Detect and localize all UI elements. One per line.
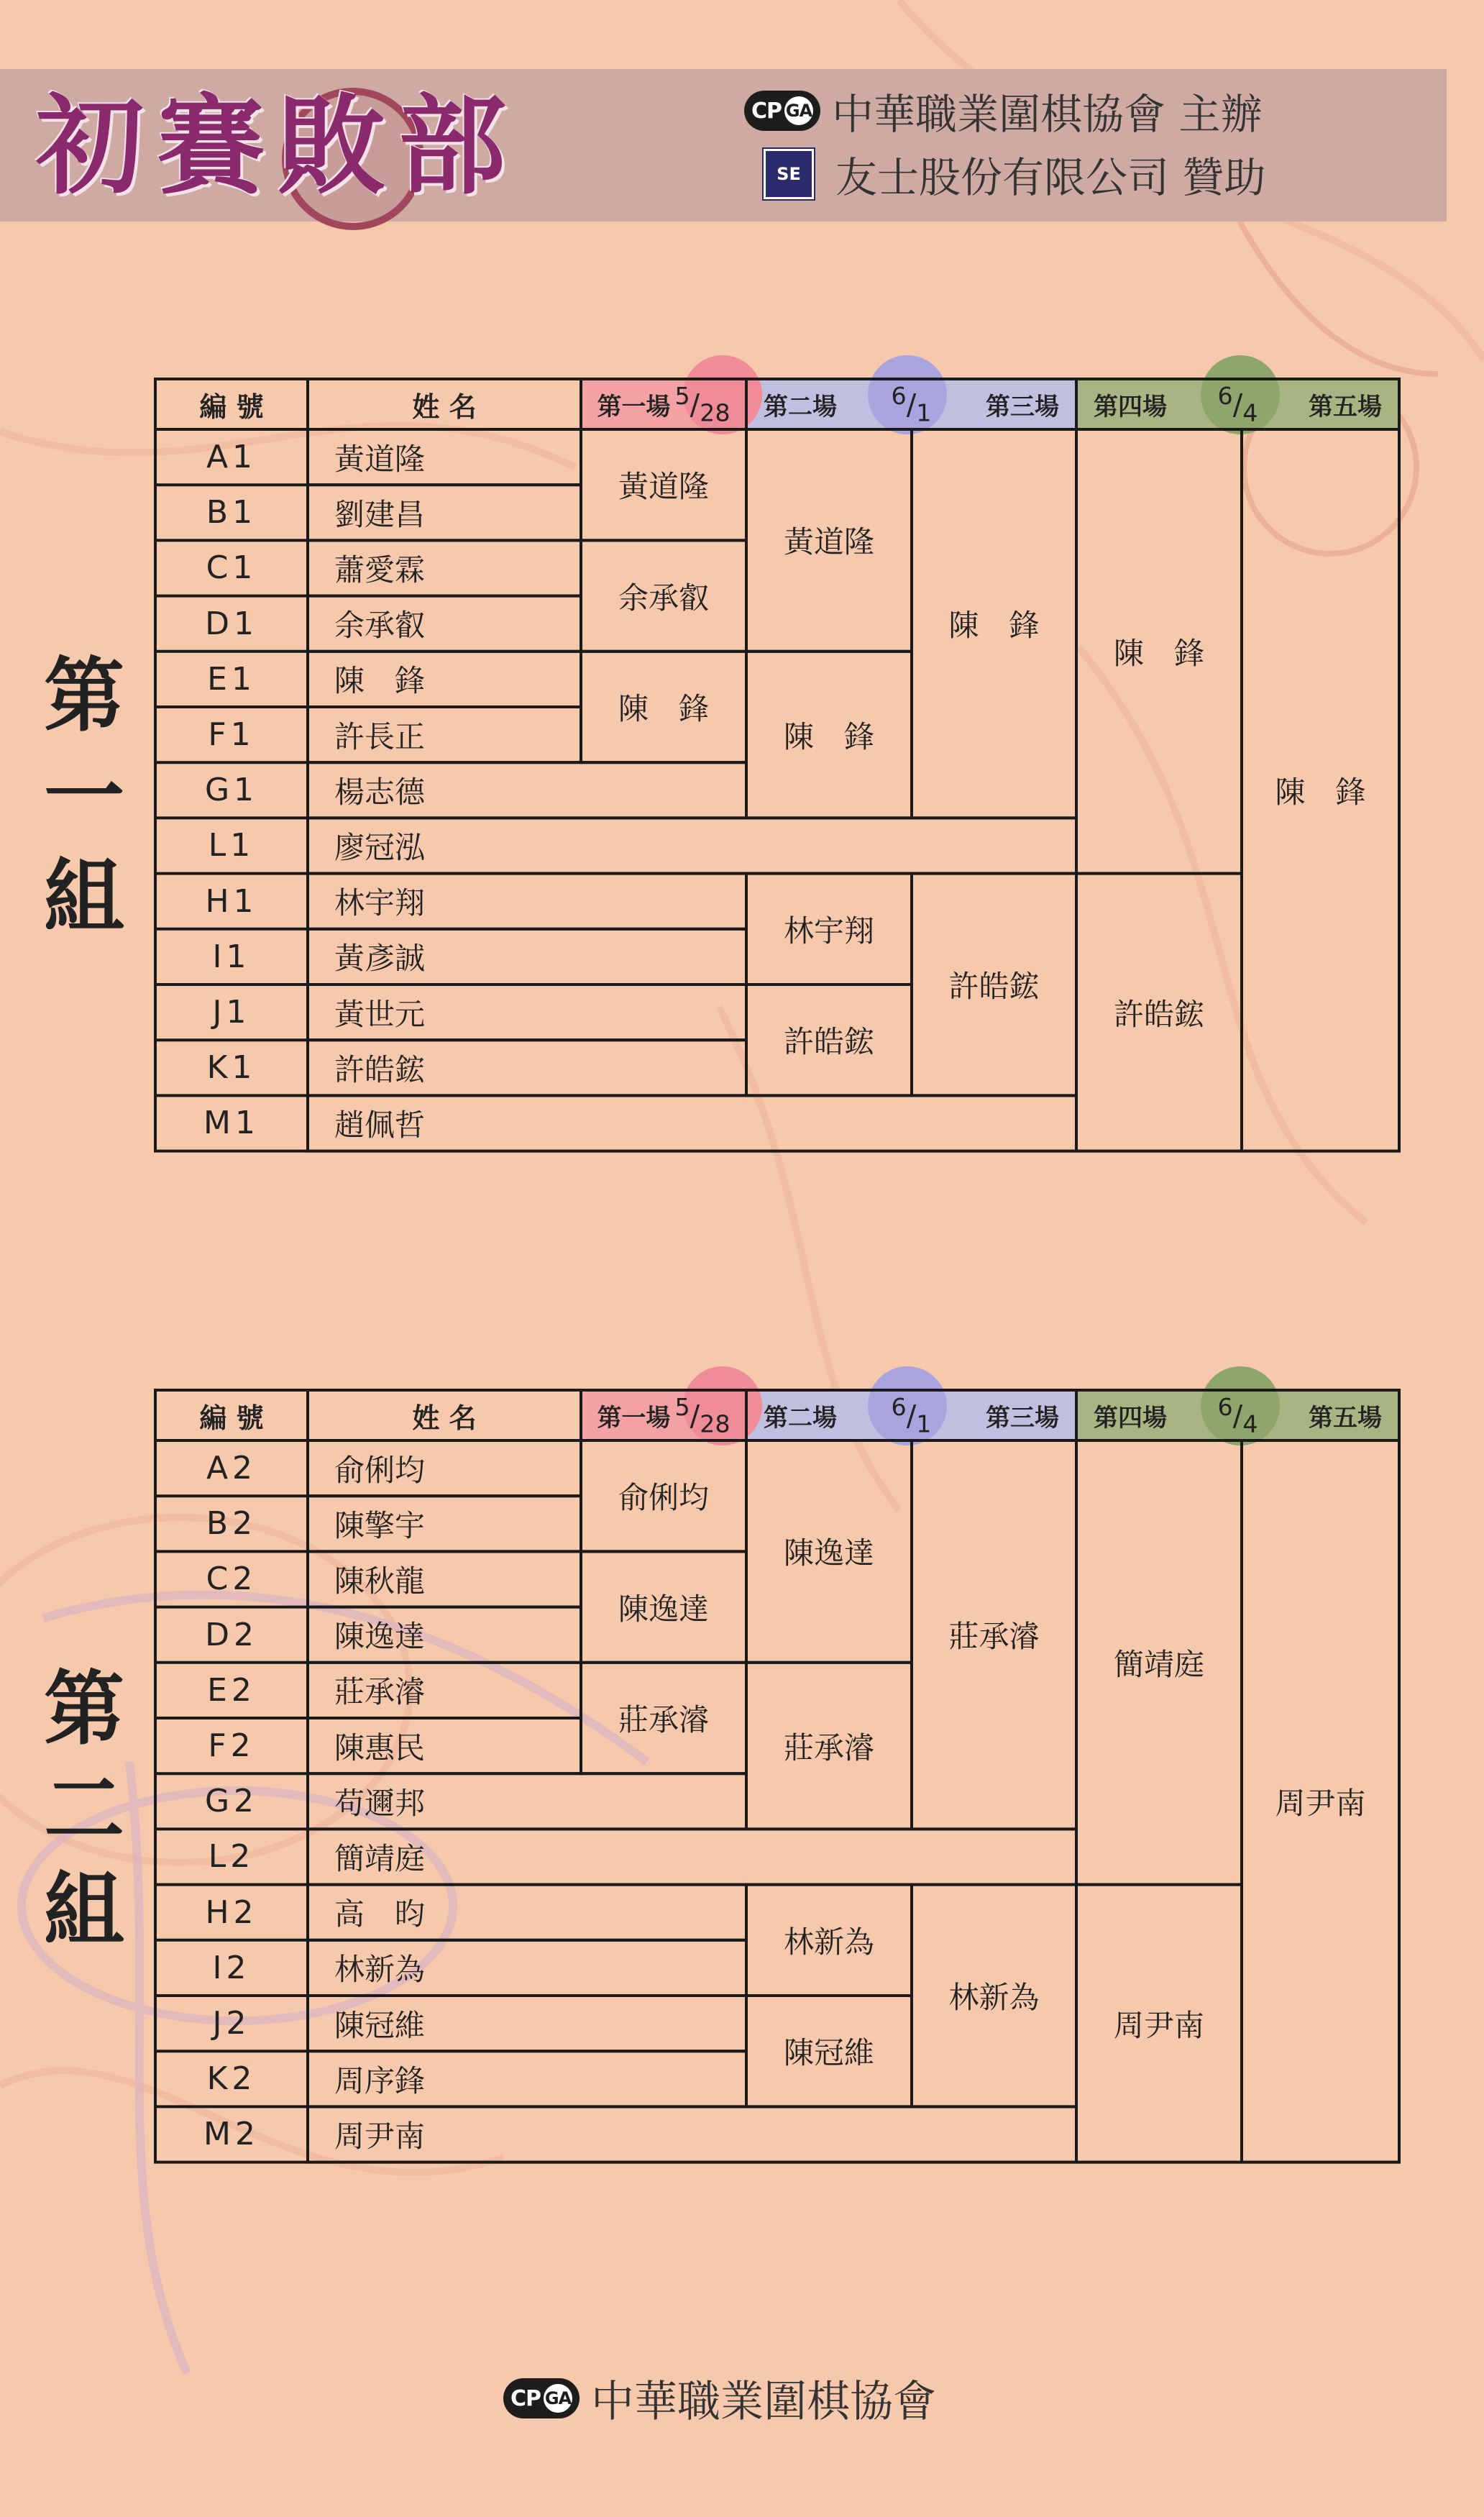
footer-cpga-logo: CP GA bbox=[503, 2378, 580, 2418]
date1-den: 28 bbox=[700, 1410, 730, 1438]
entry-name: 苟邇邦 bbox=[334, 1785, 425, 1821]
group-label-2: 第 二 組 bbox=[44, 1663, 124, 1958]
round3-winner: 莊承濬 bbox=[948, 1619, 1040, 1655]
sponsor-line bbox=[764, 144, 1265, 204]
entry-id: F2 bbox=[208, 1727, 255, 1765]
entry-name: 陳逸達 bbox=[334, 1619, 425, 1655]
header-round45 bbox=[1076, 379, 1399, 429]
round4-winner: 簡靖庭 bbox=[1113, 1646, 1204, 1682]
footer bbox=[503, 2367, 936, 2429]
date3-fraction: $^6/_4$ bbox=[1217, 381, 1258, 427]
entry-id: I2 bbox=[212, 1949, 251, 1986]
header-round45 bbox=[1076, 1390, 1399, 1440]
entry-name: 許皓鋐 bbox=[334, 1051, 425, 1087]
round4-label: 第四場 bbox=[1094, 1403, 1167, 1433]
entry-id: C2 bbox=[206, 1561, 257, 1598]
entry-name: 陳擎宇 bbox=[334, 1507, 425, 1543]
round3-label: 第三場 bbox=[985, 1403, 1059, 1433]
entry-name: 陳惠民 bbox=[334, 1730, 425, 1765]
entry-id: E2 bbox=[207, 1671, 256, 1709]
entry-name: 許長正 bbox=[334, 718, 425, 754]
round2-label: 第二場 bbox=[764, 392, 837, 421]
date2-num: 6 bbox=[891, 381, 907, 410]
entry-id: H2 bbox=[205, 1894, 258, 1931]
round1-label: 第一場 bbox=[597, 392, 671, 421]
round2-winner: 莊承濬 bbox=[783, 1730, 874, 1765]
entry-id: L2 bbox=[208, 1838, 255, 1876]
round2-winner: 陳冠維 bbox=[783, 2035, 874, 2071]
round2-label: 第二場 bbox=[764, 1403, 837, 1433]
round2-winner: 黃道隆 bbox=[783, 524, 874, 560]
entry-name: 黃道隆 bbox=[334, 441, 425, 477]
round2-winner: 許皓鋐 bbox=[783, 1024, 874, 1060]
header-name: 姓 名 bbox=[412, 1402, 477, 1434]
date2-den: 1 bbox=[916, 398, 932, 427]
round3-winner: 許皓鋐 bbox=[948, 968, 1040, 1004]
round5-label: 第五場 bbox=[1308, 392, 1382, 421]
round1-winner: 陳 鋒 bbox=[618, 690, 709, 726]
entry-id: G1 bbox=[204, 772, 259, 809]
entry-id: M2 bbox=[203, 2116, 260, 2153]
date1-den: 28 bbox=[700, 398, 730, 427]
entry-name: 楊志德 bbox=[334, 774, 425, 810]
round2-winner: 林新為 bbox=[783, 1924, 874, 1960]
entry-name: 莊承濬 bbox=[334, 1674, 425, 1710]
date1-fraction: $^5/_{28}$ bbox=[674, 1392, 730, 1438]
round5-label: 第五場 bbox=[1308, 1403, 1382, 1433]
entry-id: J2 bbox=[212, 2005, 251, 2042]
entry-name: 黃彥誠 bbox=[334, 941, 425, 977]
date1-num: 5 bbox=[674, 381, 690, 410]
entry-id: H1 bbox=[205, 882, 258, 920]
page-title: 初賽敗部 bbox=[36, 83, 520, 209]
round1-label: 第一場 bbox=[597, 1403, 671, 1433]
round3-winner: 陳 鋒 bbox=[948, 608, 1040, 644]
entry-name: 趙佩哲 bbox=[334, 1107, 425, 1143]
round1-winner: 俞俐均 bbox=[618, 1480, 709, 1516]
sponsor-text: 友士股份有限公司 贊助 bbox=[835, 153, 1266, 202]
date2-fraction: $^6/_1$ bbox=[891, 381, 932, 427]
round1-winner: 余承叡 bbox=[618, 580, 709, 616]
entry-id: D2 bbox=[205, 1616, 258, 1653]
footer-text: 中華職業圍棋協會 bbox=[591, 2377, 937, 2427]
round1-winner: 黃道隆 bbox=[618, 469, 709, 505]
header-name: 姓 名 bbox=[412, 390, 477, 423]
round2-winner: 陳 鋒 bbox=[783, 718, 874, 754]
entry-id: C1 bbox=[206, 549, 257, 587]
date2-num: 6 bbox=[891, 1392, 907, 1421]
entry-id: J1 bbox=[212, 994, 251, 1031]
entry-id: F1 bbox=[208, 716, 255, 754]
round1-winner: 陳逸達 bbox=[618, 1591, 709, 1627]
round3-label: 第三場 bbox=[985, 392, 1059, 421]
entry-name: 周序鋒 bbox=[334, 2063, 425, 2098]
group-label-1: 第 一 組 bbox=[44, 649, 124, 944]
date2-den: 1 bbox=[916, 1410, 932, 1438]
entry-name: 劉建昌 bbox=[334, 496, 425, 532]
entry-id: M1 bbox=[203, 1105, 260, 1142]
round1-winner: 莊承濬 bbox=[618, 1701, 709, 1737]
date3-fraction: $^6/_4$ bbox=[1217, 1392, 1258, 1438]
entry-name: 余承叡 bbox=[334, 608, 425, 644]
round5-winner: 陳 鋒 bbox=[1275, 774, 1366, 810]
entry-id: K2 bbox=[206, 2060, 257, 2098]
round5-winner: 周尹南 bbox=[1275, 1785, 1366, 1821]
organizer-text: 中華職業圍棋協會 主辦 bbox=[832, 90, 1263, 139]
header-round1 bbox=[581, 379, 746, 429]
header-id: 編 號 bbox=[199, 390, 264, 423]
entry-name: 陳秋龍 bbox=[334, 1563, 425, 1599]
entry-name: 林宇翔 bbox=[334, 885, 425, 921]
date3-den: 4 bbox=[1242, 1410, 1258, 1438]
round4-winner: 許皓鋐 bbox=[1113, 996, 1204, 1032]
se-logo: SE bbox=[764, 149, 814, 199]
entry-name: 蕭愛霖 bbox=[334, 552, 425, 588]
round4-winner: 陳 鋒 bbox=[1113, 635, 1204, 671]
entry-name: 廖冠泓 bbox=[334, 829, 425, 865]
header-round23 bbox=[746, 1390, 1076, 1440]
entry-name: 黃世元 bbox=[334, 996, 425, 1032]
round2-winner: 林宇翔 bbox=[783, 913, 874, 949]
date3-num: 6 bbox=[1217, 381, 1233, 410]
round2-winner: 陳逸達 bbox=[783, 1535, 874, 1571]
date3-den: 4 bbox=[1242, 398, 1258, 427]
entry-id: B1 bbox=[206, 494, 257, 531]
round4-winner: 周尹南 bbox=[1113, 2007, 1204, 2043]
entry-name: 陳冠維 bbox=[334, 2007, 425, 2043]
entry-name: 陳 鋒 bbox=[334, 663, 425, 699]
entry-id: I1 bbox=[212, 938, 251, 975]
entry-name: 俞俐均 bbox=[334, 1452, 425, 1488]
date3-num: 6 bbox=[1217, 1392, 1233, 1421]
cpga-logo: CP GA bbox=[744, 91, 820, 131]
entry-id: B2 bbox=[206, 1505, 257, 1543]
organizer-line bbox=[744, 81, 1262, 141]
entry-id: D1 bbox=[205, 605, 258, 642]
round4-label: 第四場 bbox=[1094, 392, 1167, 421]
entry-id: A2 bbox=[206, 1450, 257, 1487]
entry-id: L1 bbox=[208, 827, 255, 864]
entry-id: G2 bbox=[204, 1783, 259, 1820]
entry-name: 林新為 bbox=[334, 1952, 425, 1988]
entry-id: A1 bbox=[206, 439, 257, 476]
entry-name: 周尹南 bbox=[334, 2118, 425, 2154]
round3-winner: 林新為 bbox=[948, 1979, 1040, 2015]
entry-id: K1 bbox=[206, 1049, 257, 1087]
header-round23 bbox=[746, 379, 1076, 429]
header-id: 編 號 bbox=[199, 1402, 264, 1434]
entry-name: 高 昀 bbox=[334, 1896, 425, 1932]
entry-id: E1 bbox=[207, 660, 256, 698]
date2-fraction: $^6/_1$ bbox=[891, 1392, 932, 1438]
date1-num: 5 bbox=[674, 1392, 690, 1421]
header-round1 bbox=[581, 1390, 746, 1440]
entry-name: 簡靖庭 bbox=[334, 1840, 425, 1876]
date1-fraction: $^5/_{28}$ bbox=[674, 381, 730, 427]
